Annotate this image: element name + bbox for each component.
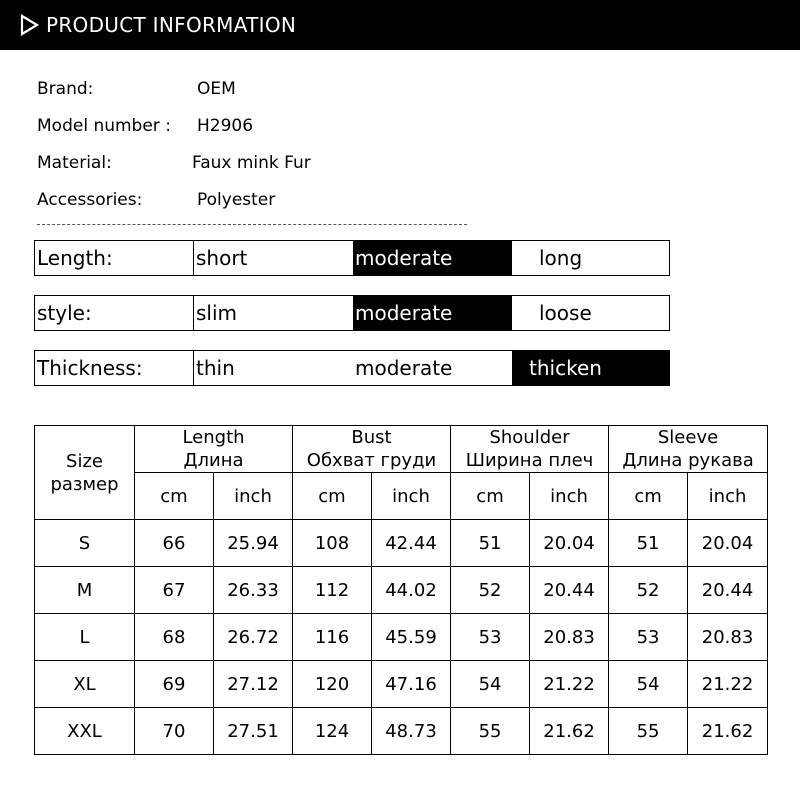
size-cell: XL [35,661,135,708]
material-label: Material: [37,153,112,173]
attribute-label: style: [35,296,194,330]
size-header [35,426,135,520]
table-row [35,520,768,567]
attribute-option: thin [196,356,235,380]
table-row [35,567,768,614]
table-cell: 21.22 [688,661,768,708]
table-cell: 69 [135,661,214,708]
table-cell: 52 [451,567,530,614]
table-cell: 55 [451,708,530,755]
bust-header-en: Bust [351,427,392,448]
table-cell: 44.02 [372,567,451,614]
size-cell: M [35,567,135,614]
attribute-option: loose [539,301,592,325]
sleeve-header-en: Sleeve [657,427,719,448]
accessories-value: Polyester [197,190,276,210]
table-cell: 52 [609,567,688,614]
table-cell: 51 [451,520,530,567]
table-cell: 26.33 [214,567,293,614]
table-cell: 54 [609,661,688,708]
attribute-row-thickness [34,350,670,386]
attribute-label: Length: [35,241,194,275]
table-cell: 27.51 [214,708,293,755]
table-cell: 20.04 [688,520,768,567]
unit-header-inch: inch [372,473,451,520]
table-cell: 53 [451,614,530,661]
table-cell: 26.72 [214,614,293,661]
size-header-ru: размер [50,473,119,495]
shoulder-header [451,426,609,473]
table-cell: 54 [451,661,530,708]
table-cell: 20.04 [530,520,609,567]
table-row [35,614,768,661]
brand-value: OEM [197,79,236,99]
attribute-option-selected: moderate [353,296,512,330]
table-cell: 120 [293,661,372,708]
page-title: PRODUCT INFORMATION [46,13,297,37]
attribute-row-style [34,295,670,331]
sleeve-header-ru: Длина рукава [622,450,754,471]
table-cell: 68 [135,614,214,661]
table-cell: 47.16 [372,661,451,708]
size-cell: XXL [35,708,135,755]
table-cell: 20.83 [688,614,768,661]
unit-header-cm: cm [451,473,530,520]
table-cell: 42.44 [372,520,451,567]
table-cell: 53 [609,614,688,661]
attribute-label: Thickness: [35,351,194,385]
unit-header-cm: cm [609,473,688,520]
length-header [135,426,293,473]
table-cell: 25.94 [214,520,293,567]
unit-header-inch: inch [214,473,293,520]
dashed-divider [37,224,467,225]
table-cell: 51 [609,520,688,567]
size-header-en: Size [66,450,103,472]
length-header-ru: Длина [183,450,244,471]
brand-label: Brand: [37,79,94,99]
attribute-option-selected: thicken [512,351,669,385]
bust-header [293,426,451,473]
bust-header-ru: Обхват груди [306,450,437,471]
unit-header-cm: cm [135,473,214,520]
table-cell: 21.22 [530,661,609,708]
play-triangle-icon [20,14,40,36]
header-bar [0,0,800,50]
accessories-label: Accessories: [37,190,143,210]
unit-header-inch: inch [688,473,768,520]
attribute-option: moderate [355,356,453,380]
table-row [35,661,768,708]
sleeve-header [609,426,768,473]
size-cell: S [35,520,135,567]
table-cell: 112 [293,567,372,614]
attribute-option: slim [196,301,238,325]
table-cell: 66 [135,520,214,567]
table-cell: 20.44 [530,567,609,614]
attribute-option-selected: moderate [353,241,512,275]
attribute-option: short [196,246,248,270]
table-cell: 48.73 [372,708,451,755]
length-header-en: Length [182,427,245,448]
table-cell: 116 [293,614,372,661]
table-row [35,708,768,755]
table-cell: 55 [609,708,688,755]
table-cell: 20.83 [530,614,609,661]
table-cell: 124 [293,708,372,755]
shoulder-header-ru: Ширина плеч [465,450,594,471]
table-cell: 108 [293,520,372,567]
model-number-label: Model number : [37,116,171,136]
attribute-row-length [34,240,670,276]
unit-header-cm: cm [293,473,372,520]
table-cell: 21.62 [530,708,609,755]
table-cell: 45.59 [372,614,451,661]
table-cell: 70 [135,708,214,755]
model-number-value: H2906 [197,116,254,136]
table-cell: 67 [135,567,214,614]
shoulder-header-en: Shoulder [489,427,570,448]
size-chart-table [34,425,768,755]
table-cell: 20.44 [688,567,768,614]
attribute-option: long [539,246,583,270]
table-cell: 21.62 [688,708,768,755]
size-cell: L [35,614,135,661]
material-value: Faux mink Fur [192,153,311,173]
table-cell: 27.12 [214,661,293,708]
unit-header-inch: inch [530,473,609,520]
